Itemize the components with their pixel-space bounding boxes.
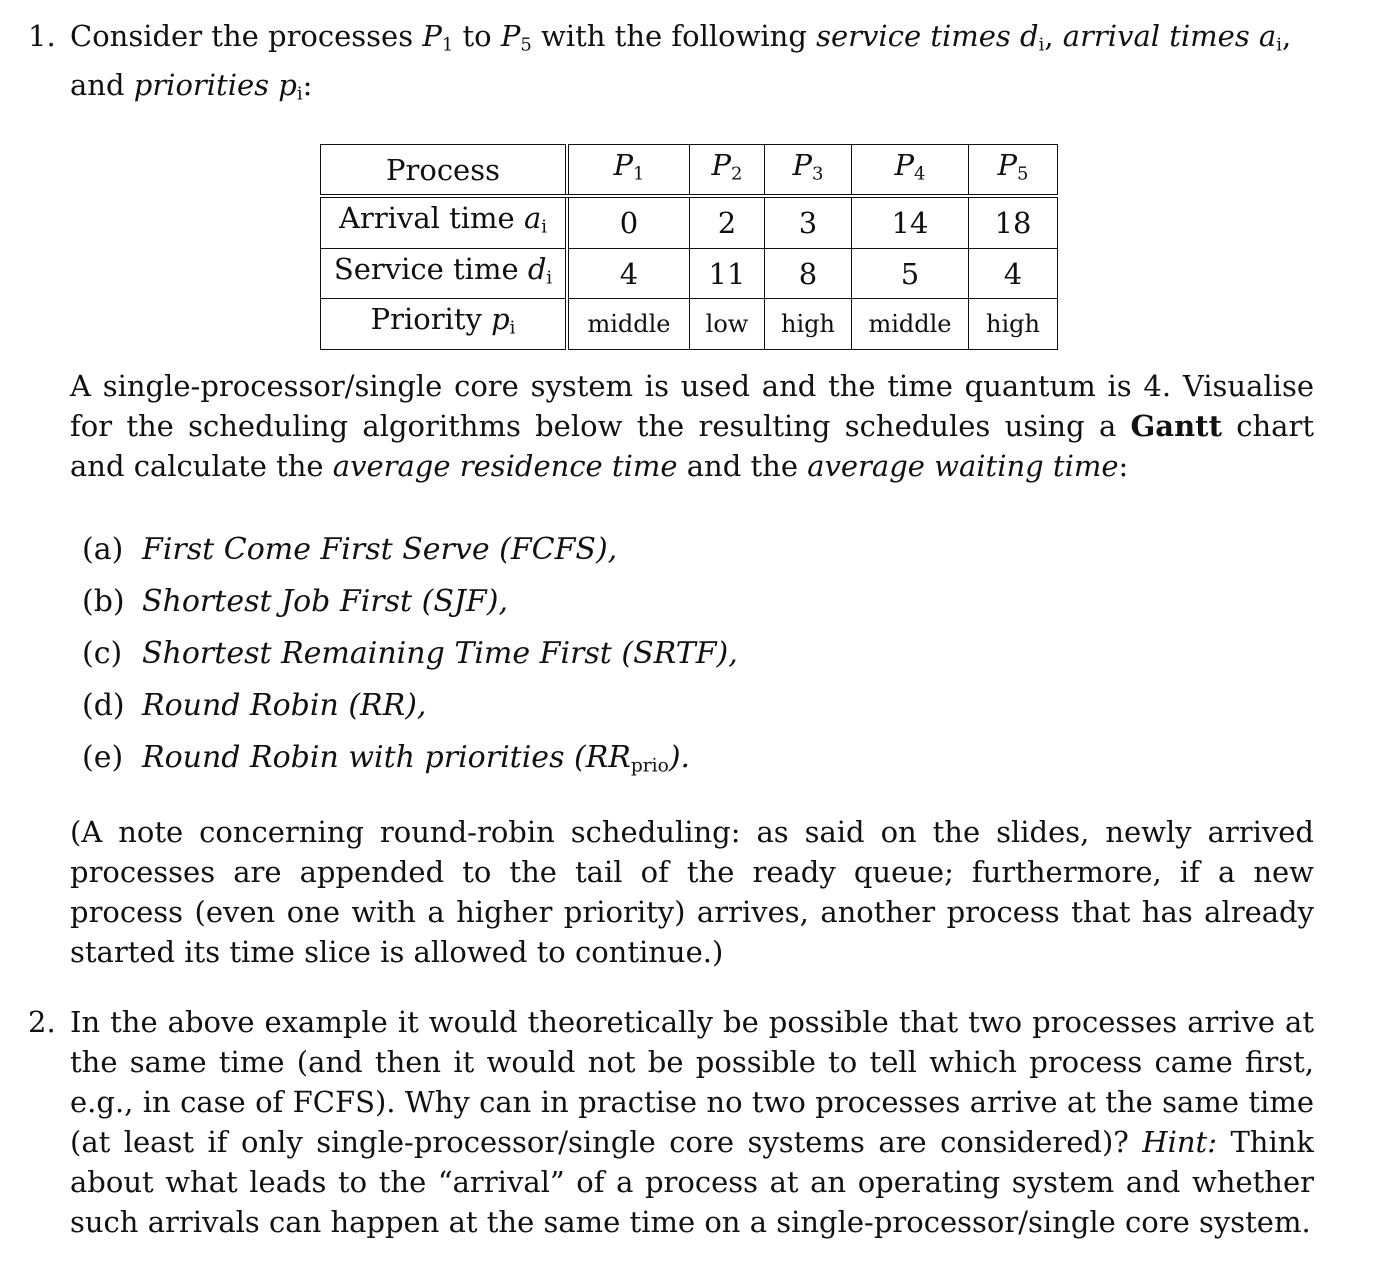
question-1: [28, 16, 1328, 115]
list-item: (c) Shortest Remaining Time First (SRTF),: [82, 636, 738, 671]
task-description: A single-processor/single core system is used and the time quantum is 4. Visualise for the scheduling algorithms below the resulting schedules using a Gantt chart and calculate the average residence time and the average waiting time:: [70, 369, 1314, 483]
table-cell: 5: [852, 248, 969, 298]
table-cell: 14: [852, 196, 969, 248]
table-cell: low: [690, 299, 765, 349]
list-item: (a) First Come First Serve (FCFS),: [82, 532, 618, 567]
table-cell: 2: [690, 196, 765, 248]
table-header-row: [321, 145, 1058, 197]
table-cell: 0: [567, 196, 690, 248]
table-cell: middle: [852, 299, 969, 349]
table-header-cell: $P_5$: [969, 145, 1058, 197]
list-item: (b) Shortest Job First (SJF),: [82, 584, 508, 619]
table-cell: 8: [765, 248, 852, 298]
table-cell: 4: [969, 248, 1058, 298]
question-number: 1.: [28, 19, 56, 53]
table-row: [321, 248, 1058, 298]
table-cell: 11: [690, 248, 765, 298]
table-cell: high: [969, 299, 1058, 349]
round-robin-note: (A note concerning round-robin scheduling: as said on the slides, newly arrived processes are appended to the tail of the ready queue; furthermore, if a new process (even one with a higher priority) arrives, another process that has already started its time slice is allowed to continue.): [70, 815, 1314, 969]
list-item: (e) Round Robin with priorities $(RR_{prio})$.: [82, 740, 691, 777]
table-row: [321, 299, 1058, 349]
table-cell: 4: [567, 248, 690, 298]
question-2-text: In the above example it would theoretically be possible that two processes arrive at the same time (and then it would not be possible to tell which process came first, e.g., in case of FCFS). Why can in practise no two processes arrive at the same time (at least if only single-processor/single core systems are considered)? Hint: Think about what leads to the “arrival” of a process at an operating system and whether such arrivals can happen at the same time on a single-processor/single core system.: [70, 1005, 1314, 1239]
row-label: Service time $d_i$: [321, 248, 568, 298]
question-1-text: Consider the processes $P_1$ to $P_5$ with the following service times $d_i$, arrival times $a_i$, and priorities $p_i$:: [70, 19, 1292, 105]
row-label: Arrival time $a_i$: [321, 196, 568, 248]
table-header-cell: $P_3$: [765, 145, 852, 197]
question-number: 2.: [28, 1005, 56, 1039]
question-2: [28, 1002, 1328, 1242]
table-cell: 18: [969, 196, 1058, 248]
table-header-label: Process: [321, 145, 568, 197]
table-header-cell: $P_1$: [567, 145, 690, 197]
table-row: [321, 196, 1058, 248]
table-cell: high: [765, 299, 852, 349]
algorithm-list: [82, 524, 738, 784]
table-cell: middle: [567, 299, 690, 349]
table-cell: 3: [765, 196, 852, 248]
process-table: [320, 144, 1058, 350]
row-label: Priority $p_i$: [321, 299, 568, 349]
list-item: (d) Round Robin (RR),: [82, 688, 427, 723]
table-header-cell: $P_4$: [852, 145, 969, 197]
table-header-cell: $P_2$: [690, 145, 765, 197]
